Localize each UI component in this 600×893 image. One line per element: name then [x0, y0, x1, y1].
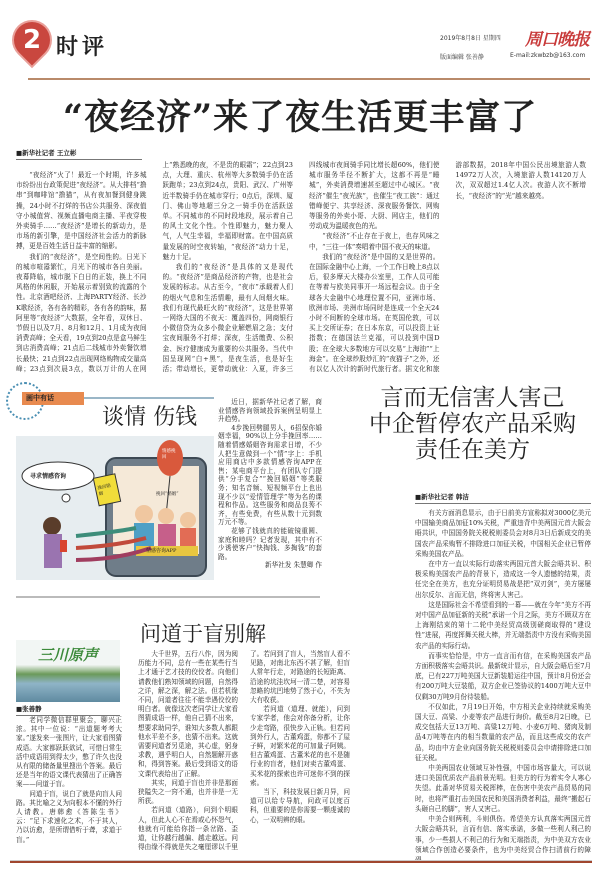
- paragraph: 若问道（道路），问到个明眼人，但此人心不在焉或心怀怨气，他就有可能给你指一条岔路、歪道，让你越行越偏、越走越远。问得由缘不得就是失之毫厘谬以千里了。若问到了盲人，当然盲人看不见路，对南北东西不甚了解，但盲人常年行走，对路途的长短距离、沿途的坑洼坎坷一清二楚，对容易忽略的坑凹地势了然于心，不失为大有收获。: [138, 650, 350, 852]
- column-headline: 问道于盲别解: [140, 622, 266, 646]
- section-divider: [16, 596, 320, 598]
- paragraph: 在中方一直以实际行动落实两国元首大阪会晤共识、积极采购美国农产品的背景下，造成这一令人遗憾的结果，责任完全在美方，也充分证明贸易战是把“双刃剑”，美方屡屡出尔反尔、言而无信，终将害人害己。: [415, 560, 591, 599]
- cartoon-label: 情感咨询APP: [146, 548, 177, 554]
- headline-line: 责任在美方: [415, 437, 530, 463]
- main-headline: “夜经济”来了夜生活更丰富了: [62, 97, 538, 138]
- cartoon-label: 挽回婚姻: [97, 483, 112, 498]
- paragraph: 老同学微信群里聚会，聊兴正浓。其中一位说：“出道题考考大家。”遂发来一张图片，让大家看图猜成语。大家都跃跃欲试，可惜日常生活中成语用到得太少，憋了许久也没从有限的储备量里搜出个答案。最后还是当年的语文课代表猜出了正确答案——问道于盲。: [16, 716, 122, 789]
- paragraph: 其实，问道于盲也并非是那面狭隘失之一窍不通，也并非是一无所获。: [138, 778, 238, 806]
- paragraph: 4步挽回劈腿男人，6招保你婚姻幸福，90%以上分手挽回率……随着情感婚姻咨询需求日增，不少人把生意做到一个“情”字上：手机应用商店中多款情感咨询APP在售；某电商平台上，有团队专门提供“分手复合”“挽回婚姻”等类服务；知名音频、短视频平台上也出现不少以“爱情管理学”等为名的课程和作品。这些服务和商品良莠不齐，有些免费，有些从数十元到数万元不等。: [218, 423, 322, 527]
- paragraph: 这是国际社会不希望看到的一幕——就在今年“美方不再对中国产品加征新的关税”承诺一个月之际，美方不顾双方在上海刚结束的第十二轮中美经贸高级别磋商取得的“建设性”进展，再度挥舞关税大棒，并无端指责中方没有采购美国农产品的实际行动。: [415, 600, 591, 650]
- editor-email: E-mail:zkwbzb@163.com: [510, 52, 586, 59]
- main-article-body: [16, 160, 586, 376]
- paragraph: 中美两国农业领域互补性强，中国市场容量大，可以说进口美国优质农产品前景光明。但美方的行为着实令人寒心失望。此番对华贸易关税挥棒，在伤害中美农产品贸易的同时，也将严重打击美国农民和美国消费者利益，最终“搬起石头砸自己的脚”，害人又害己。: [415, 764, 591, 813]
- issue-date: 2019年8月8日 星期四: [440, 35, 501, 42]
- trade-headline: [355, 385, 590, 463]
- column-tag: 画中有话: [22, 392, 84, 405]
- page-editor: 版面编辑 张善静: [440, 54, 484, 61]
- paragraph: 我们的“夜经济”，是空间性的。日光下的城市喧嚣繁忙，月光下的城市各自美丽。夜幕降临，城市脱下白日的正装，换上不同风格的休闲服，开始展示着别致的流露的个性。北京酒吧经济、上海PARTY经济、长沙K歌经济，各有各的精彩，各有各的韵味，据阿里等“夜经济”大数据，全年看，双休日、节假日以及7月、8月和12月、1月成为夜间消费高峰；全天看，19点到20点是盒马鲜生到店消费高峰；21点后二线城市外卖餐饮增长最快；21点到22点出现网络购物成交量高峰；23点到次晨3点，数以万计的人在网上“熟悉晚的夜，不是贵的眼霜”；22点到23点，大理、重庆、杭州等大多数骑手仍在活跃跑单；23点到24点，贵阳、武汉、广州等近半数骑手仍在城市穿行；0点后，深圳、厦门、佛山等地超三分之一骑手仍在活跃送单。不同城市的不同时段地段，展示着自己的风土文化个性。个性即魅力，魅力聚人气，人气生幸福，幸福即财富。在中国高质量发展的时空夜转轴，“夜经济”动力十足，魅力十足。: [16, 161, 293, 373]
- headline-line: 言而无信害人害己: [380, 385, 565, 411]
- paragraph: 有关方面消息显示，由于日前美方宣称拟对3000亿美元中国输美商品加征10%关税，严重违背中美两国元首大阪会晤共识，中国国务院关税税则委员会对8月3日后新成交的美国农产品采购暂不排除进口加征关税，中国相关企业已暂停采购美国农产品。: [415, 509, 591, 558]
- cartoon-headline: 谈情 伤钱: [102, 405, 197, 430]
- page-number: 2: [22, 25, 42, 55]
- headline-line: 中企暂停农产品采购: [369, 411, 576, 437]
- tag-rule: [84, 397, 214, 399]
- footer-rule: [10, 860, 592, 863]
- paragraph: 我们的“夜经济”是具体的又是现代的。“夜经济”是商品经济的产物，也是社会发展的标志。从古至今，“夜市”承载着人们的烟火气息和生活情趣，最有人间烟火味。我们有现代最旺火的“夜经济”，这是世界第一网络大国的不夜天：覆盖四份，网商银行小微信贷为众多小微企业解燃眉之急；支付宝夜间服务不打烊；深夜，生活缴费、公积金、医疗健康成为重要的公共服务。当代中国呈现网“白+黑”，是夜生活，也是好生活；带动增长，更带动就业：入夏，许多三四线城市夜间骑手同比增长超60%，他们使城市服务半径不断扩大，这都不再是“睡城”，外卖消费增速甚至超过中心城区。“夜经济”催生“夜光族”，也催生“夜工族”：通过错峰便宁、共享经济、深夜服务餐饮、网购等服务的外卖小哥、大厨、网店主，他们的劳动成为温暖夜色的光。: [162, 161, 440, 374]
- paragraph: 不仅如此，7月19日开始，中方相关企业持续就采购美国大豆、高粱、小麦等农产品进行询价。截至8月2日晚，已成交包括大豆13万吨、高粱12万吨、小麦6万吨、猪肉及制品4万吨等在内的相当数量的农产品，而且这些成交的农产品，均由中方企业向国务院关税税则委员会申请排除进口加征关税。: [415, 702, 591, 762]
- cartoon-label: 寻求情感咨询: [30, 473, 67, 480]
- paragraph: 当下，科技发展日新月异，问道可以给专导航，问政可以度百科，但重要的是你需要一颗虔诚的心，一双明辨的眼。: [250, 788, 350, 824]
- cartoon-credit: 新华社发 朱慧卿 作: [265, 561, 322, 570]
- cartoon-article-body: [218, 398, 322, 588]
- column-banner-title: 三川原声: [37, 646, 98, 664]
- cartoon-illustration: [16, 436, 214, 580]
- paragraph: 而事实恰恰是，中方一直言而有信，在采购美国农产品方面积极落实会晤共识。最新统计显示，自大阪会晤后至7月底，已有227万吨美国大豆新装船运往中国，预计8月份还会有200万吨大豆装船，双方企业已签协议的1400万吨大豆中仅剩30万吨9月份待装船。: [415, 651, 591, 701]
- column-banner-image: [16, 640, 120, 702]
- newspaper-logo: 周口晚报: [525, 30, 589, 50]
- paragraph: 问道于盲，说白了就是向盲人问路。其比喻之义为向根本不懂的外行人请教。唐韩愈《答陈生书》云：“足下求速化之术，不于其人，乃以访愈，是所谓借听于聋，求道于盲。”: [16, 789, 122, 844]
- trade-article-body: [415, 508, 591, 855]
- paragraph: 大千世界，五行八作，因为阅历能力不同，总有一些在某些行当上才通于艺才技的佼佼者。向他们请教他们熟知领域的问题，自然得之详，解之深，解之法。但若机缘不同，问道者往往不能幸遇佼佼的明白者。就像这次老同学让大家看图猜成语一样，他自己猜不出来，想要求助同学，谁知大多数人都跟他水平差不多，也猜不出来。这就需要问道者另觅途，其心虚，躬身求教，遇乎明白人，自然题解开惑和，得到答案。最后受到语文的语文课代表给出了正解。: [138, 650, 238, 778]
- cartoon-label: 挽回“婚姻”: [156, 492, 179, 497]
- cartoon-label: 情感挽回: [162, 449, 176, 460]
- main-byline: ■新华社记者 王立彬: [16, 148, 142, 160]
- paragraph: “夜经济”火了！最近一个时期，许多城市纷纷出台政策促进“夜经济”。从大排档“撸串”到咖啡馆“撸猫”，从有夜加餐到健身跳操，24小时不打烊的书店公共服务、深夜值守小城值营、视频直播电商主播、平夜穿梭外卖骑手……“夜经济”是增长的新动力，是市场的新引擎，是中国经济社会活力的新脉搏，更是百姓生活日益丰富的缩影。: [16, 171, 147, 251]
- trade-byline: ■新华社记者 韩洁: [415, 492, 591, 504]
- column-body-right: [138, 650, 350, 858]
- header-rule: [28, 78, 590, 80]
- section-title: 时评: [56, 35, 109, 60]
- paragraph: 近日，据新华社记者了解，商业情感咨询领域投诉案例呈明显上升趋势。: [218, 398, 322, 424]
- column-byline: ■张善静: [16, 704, 120, 716]
- paragraph: 中美合则两利，斗则俱伤。希望美方认真落实两国元首大阪会晤共识，言而有信、落实承诺，多做一些利人利己的事，少一些损人不利己的行为和无端指责，为中美双方农业领域合作创造必要条件，也为中美经贸合作扫清前行的障: [415, 815, 591, 854]
- paragraph: 花够了钱就真的能破镜重圆、家庭和睦吗？记者发现，其中有不少诱使客户“快掏钱、多掏钱”的套路。: [218, 526, 322, 561]
- column-body-left: [16, 716, 122, 858]
- paragraph: 我们的“夜经济”是中国的又是世界的。在国际金融中心上海，一个工作日晚上8点以后，很多摩天大楼办公室里，工作人员可能在等着与欧美同事开一场远程会议。由于全球各大金融中心地理位置不同，亚洲市场、欧洲市场、美洲市场同时是连成一个全天24小时不间断的全球市场。在英国伦敦，可以买上交所证券；在日本东京，可以投资上证指数；在德国法兰克福，可以投到中国D股；在全球大多数地方可以交易“上海油”“上海金”。在全球炒股炒汇的“夜猫子”之外，还有以亿人次计的新时代旅行者。据文化和旅游部数据，2018年中国公民出境旅游人数14972万人次，入境旅游人数14120万人次，双双超过1.4亿人次。夜游人次不断增长，“夜经济”的“光”越来越亮。: [309, 161, 586, 374]
- paragraph: 若问道（道理、就能），问到专家学者，他会对你备分析，让你少走弯路，很快步入正轨。但若问到外行人，古董鸡蛋，你都不了屋子鲜，对繁米花的可加量子阿姨。但古董鸡蛋、古董米花的也不是随行业的盲者，他们对卖古董鸡蛋、买米花的探索也许可迷你不到的探索。: [250, 705, 350, 787]
- paragraph: “夜经济”不止存在于夜上，也存风味之中，“三往一体”奏唱着中国不夜天的味道。: [309, 232, 440, 251]
